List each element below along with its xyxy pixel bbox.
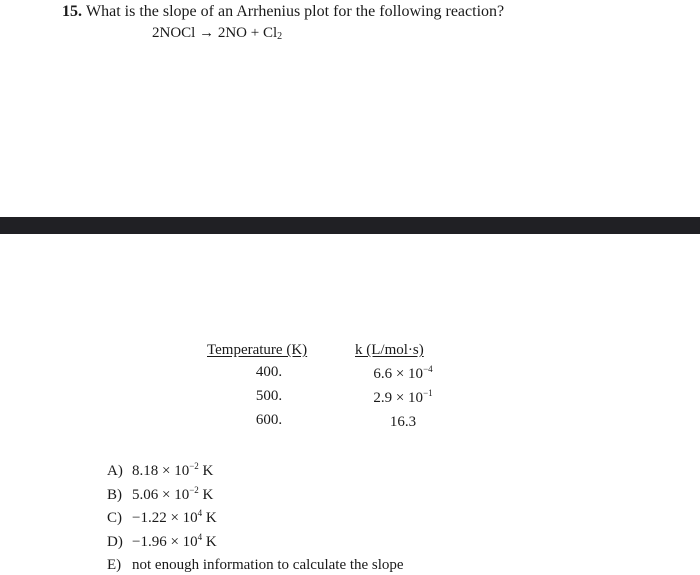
question-text: What is the slope of an Arrhenius plot for the following reaction?	[86, 3, 505, 20]
choice-unit: K	[202, 510, 217, 526]
choice-letter: D)	[107, 533, 123, 550]
question-number: 15.	[62, 3, 82, 20]
choice-exponent: −2	[189, 461, 199, 471]
choice-letter: C)	[107, 510, 122, 526]
choice-base: −1.96 × 10	[132, 533, 198, 550]
table-row	[207, 408, 455, 432]
table-row	[207, 360, 455, 384]
table-row	[207, 384, 455, 408]
choice-c[interactable]	[107, 504, 404, 528]
choice-unit: K	[198, 463, 214, 479]
reaction-reactant: 2NOCl	[152, 25, 196, 41]
choice-letter: A)	[107, 463, 123, 479]
temperature-cell: 500.	[255, 387, 283, 404]
rate-constant-base: 16.3	[389, 414, 417, 430]
rate-constant-base: 6.6 × 10	[373, 366, 424, 382]
choice-a[interactable]	[107, 457, 404, 481]
temperature-cell: 600.	[255, 411, 283, 428]
choice-base: −1.22 × 10	[132, 510, 198, 526]
data-table	[207, 340, 455, 432]
choice-exponent: 4	[197, 531, 203, 542]
table-header-row	[207, 340, 455, 360]
rate-constant-cell	[331, 384, 455, 408]
reaction-equation	[152, 25, 282, 42]
rate-constant-cell	[331, 408, 455, 432]
rate-constant-exponent: −1	[423, 388, 433, 398]
rate-constant-exponent: −4	[423, 364, 433, 374]
choice-unit: K	[198, 486, 214, 503]
choice-base: 8.18 × 10	[132, 463, 190, 479]
choice-letter: B)	[107, 486, 122, 503]
reaction-arrow: →	[199, 25, 215, 41]
question-header	[62, 3, 504, 21]
choice-b[interactable]	[107, 481, 404, 505]
choice-base: 5.06 × 10	[132, 486, 190, 503]
rate-constant-cell	[331, 360, 455, 384]
choice-base: not enough information to calculate the slope	[132, 557, 404, 573]
choice-exponent: 4	[197, 508, 203, 518]
rate-constant-header: k (L/mol·s)	[355, 342, 424, 358]
divider-bar	[0, 217, 700, 234]
temperature-cell: 400.	[255, 363, 283, 380]
choice-exponent: −2	[189, 484, 199, 495]
reaction-products-subscript: 2	[277, 31, 283, 42]
rate-constant-base: 2.9 × 10	[373, 390, 424, 406]
answer-choices	[107, 457, 404, 575]
choice-unit: K	[202, 533, 217, 550]
reaction-products: 2NO + Cl	[217, 25, 278, 41]
choice-d[interactable]	[107, 528, 404, 552]
temperature-header: Temperature (K)	[207, 342, 308, 358]
choice-letter: E)	[107, 557, 122, 573]
